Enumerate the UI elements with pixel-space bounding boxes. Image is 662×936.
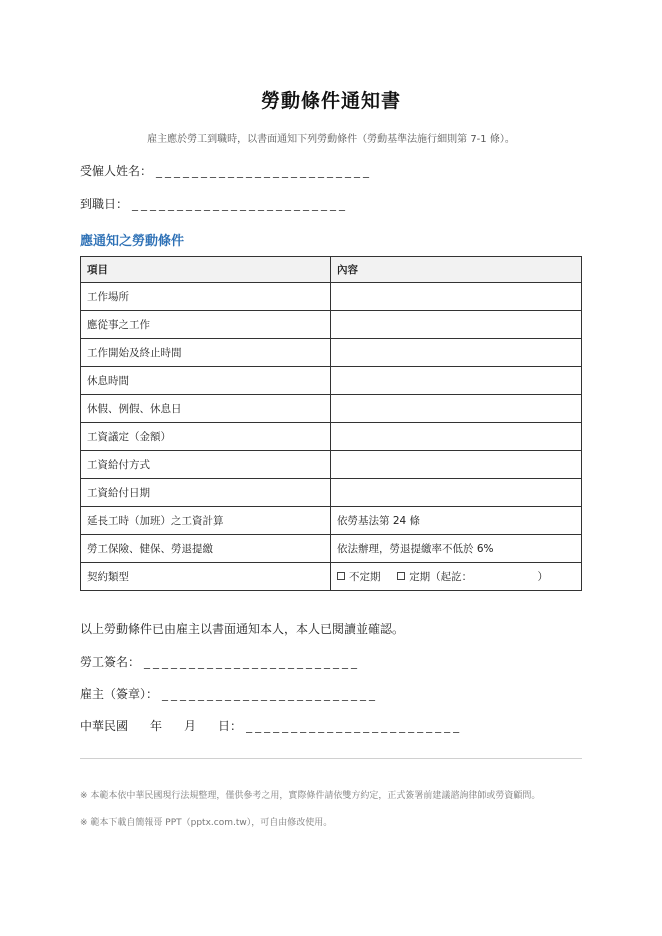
signing-date-blank[interactable]: ________________________ bbox=[246, 719, 463, 733]
employee-signature-label: 勞工簽名： bbox=[80, 655, 141, 669]
row-value[interactable] bbox=[331, 339, 582, 367]
table-header-content: 內容 bbox=[331, 257, 582, 283]
footer-note-disclaimer: ※ 本範本依中華民國現行法規整理，僅供參考之用，實際條件請依雙方約定，正式簽署前建議諮詢律師或勞資顧問。 bbox=[80, 791, 541, 801]
employee-signature-line bbox=[80, 653, 360, 670]
table-row bbox=[81, 451, 582, 479]
labor-terms-table bbox=[80, 256, 582, 591]
date-month-label: 月 bbox=[184, 719, 197, 733]
row-value[interactable] bbox=[331, 311, 582, 339]
start-date-line bbox=[80, 195, 348, 212]
row-value[interactable] bbox=[331, 423, 582, 451]
row-label: 工資給付方式 bbox=[81, 451, 331, 479]
checkbox-indefinite[interactable] bbox=[337, 572, 345, 580]
employer-signature-label: 雇主（簽章）： bbox=[80, 687, 159, 701]
table-row bbox=[81, 311, 582, 339]
fixed-term-close: ） bbox=[537, 571, 549, 583]
table-row bbox=[81, 507, 582, 535]
row-value[interactable] bbox=[331, 395, 582, 423]
employee-name-label: 受僱人姓名： bbox=[80, 164, 153, 178]
employer-signature-blank[interactable]: ________________________ bbox=[162, 687, 379, 701]
start-date-blank[interactable]: ________________________ bbox=[132, 197, 349, 211]
row-value: 依法辦理，勞退提繳率不低於 6% bbox=[331, 535, 582, 563]
row-value[interactable] bbox=[331, 283, 582, 311]
row-label: 工資議定（金額） bbox=[81, 423, 331, 451]
row-label: 契約類型 bbox=[81, 563, 331, 591]
footer-divider bbox=[80, 758, 582, 759]
contract-type-options bbox=[331, 563, 582, 591]
table-row-contract bbox=[81, 563, 582, 591]
footer-note-source: ※ 範本下載自簡報哥 PPT（pptx.com.tw），可自由修改使用。 bbox=[80, 818, 333, 828]
date-era-label: 中華民國 bbox=[80, 719, 129, 733]
option-fixed-term-label: 定期（起訖： bbox=[409, 571, 473, 583]
employee-name-blank[interactable]: ________________________ bbox=[156, 164, 373, 178]
employee-signature-blank[interactable]: ________________________ bbox=[144, 655, 361, 669]
table-row bbox=[81, 479, 582, 507]
employer-signature-line bbox=[80, 685, 378, 702]
row-label: 勞工保險、健保、勞退提繳 bbox=[81, 535, 331, 563]
confirmation-statement: 以上勞動條件已由雇主以書面通知本人，本人已閱讀並確認。 bbox=[80, 622, 405, 636]
table-header-row bbox=[81, 257, 582, 283]
date-year-label: 年 bbox=[150, 719, 163, 733]
table-row bbox=[81, 367, 582, 395]
section-heading: 應通知之勞動條件 bbox=[80, 234, 185, 249]
signing-date-line bbox=[80, 717, 462, 734]
row-label: 工作場所 bbox=[81, 283, 331, 311]
row-label: 休息時間 bbox=[81, 367, 331, 395]
employee-name-line bbox=[80, 162, 372, 179]
table-row bbox=[81, 535, 582, 563]
table-header-item: 項目 bbox=[81, 257, 331, 283]
row-label: 應從事之工作 bbox=[81, 311, 331, 339]
document-subtitle: 雇主應於勞工到職時，以書面通知下列勞動條件（勞動基準法施行細則第 7-1 條）。 bbox=[147, 134, 515, 145]
date-day-label: 日： bbox=[218, 719, 243, 733]
row-label: 延長工時（加班）之工資計算 bbox=[81, 507, 331, 535]
row-value[interactable] bbox=[331, 451, 582, 479]
table-row bbox=[81, 423, 582, 451]
table-row bbox=[81, 339, 582, 367]
row-label: 工作開始及終止時間 bbox=[81, 339, 331, 367]
row-label: 休假、例假、休息日 bbox=[81, 395, 331, 423]
row-value[interactable] bbox=[331, 479, 582, 507]
row-value: 依勞基法第 24 條 bbox=[331, 507, 582, 535]
table-row bbox=[81, 395, 582, 423]
document-title: 勞動條件通知書 bbox=[260, 90, 401, 112]
checkbox-fixed-term[interactable] bbox=[397, 572, 405, 580]
option-indefinite-label: 不定期 bbox=[349, 571, 381, 583]
row-value[interactable] bbox=[331, 367, 582, 395]
table-row bbox=[81, 283, 582, 311]
row-label: 工資給付日期 bbox=[81, 479, 331, 507]
start-date-label: 到職日： bbox=[80, 197, 129, 211]
